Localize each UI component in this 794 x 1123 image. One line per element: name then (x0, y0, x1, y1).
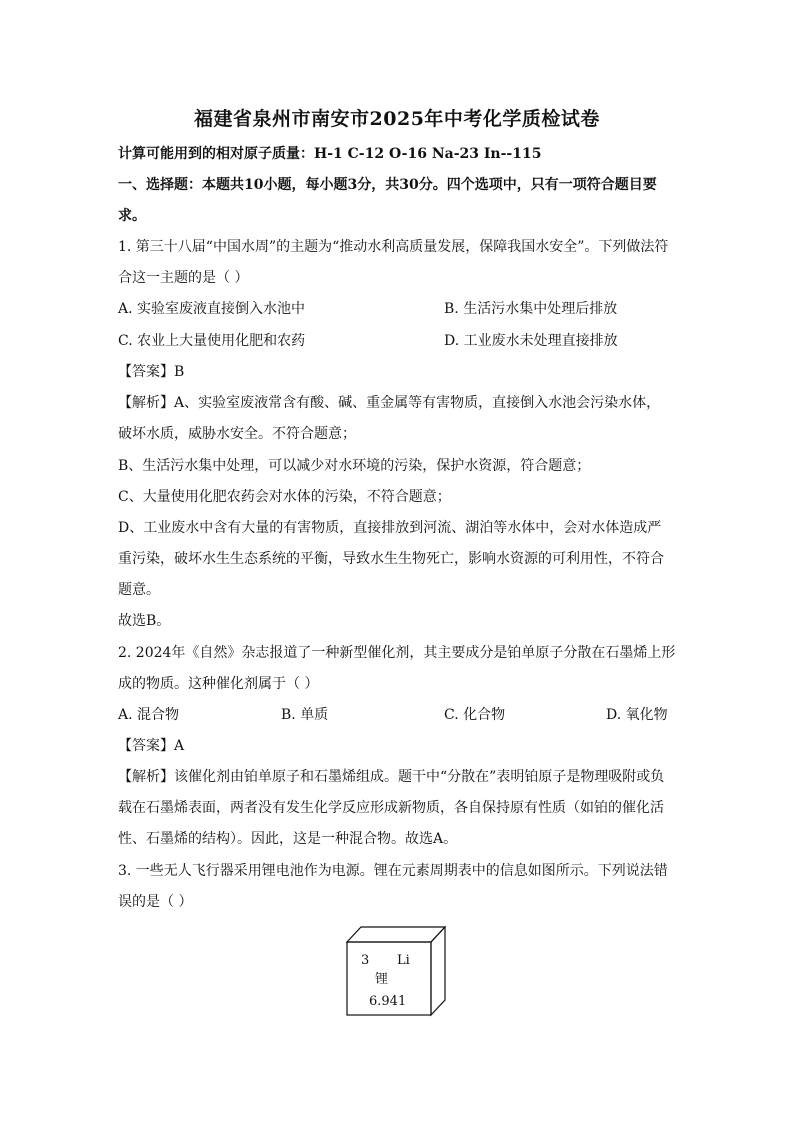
q3-stem-cont: 误的是（ ） (118, 894, 193, 910)
q2-analysis-line: 性、石墨烯的结构）。因此，这是一种混合物。故选A。 (118, 831, 458, 847)
q1-option-d: D. 工业废水未处理直接排放 (444, 333, 618, 349)
q2-option-c: C. 化合物 (444, 707, 506, 723)
q1-analysis-line: 重污染，破坏水生生态系统的平衡，导致水生生物死亡，影响水资源的可利用性，不符合 (118, 551, 664, 567)
atomic-mass: 6.941 (369, 994, 407, 1009)
section-heading-cont: 求。 (118, 208, 146, 224)
q1-stem-cont: 合这一主题的是（ ） (118, 270, 249, 286)
q1-analysis-line: D、工业废水中含有大量的有害物质，直接排放到河流、湖泊等水体中，会对水体造成严 (118, 520, 662, 536)
q3-stem: 3. 一些无人飞行器采用锂电池作为电源。锂在元素周期表中的信息如图所示。下列说法错 (118, 863, 668, 879)
q1-analysis-line: C、大量使用化肥农药会对水体的污染，不符合题意； (118, 489, 451, 505)
q1-answer: 【答案】B (118, 364, 185, 380)
atomic-mass-note: 计算可能用到的相对原子质量：H-1 C-12 O-16 Na-23 In--115 (118, 146, 542, 162)
q1-option-a: A. 实验室废液直接倒入水池中 (118, 301, 306, 317)
q2-analysis-line: 【解析】该催化剂由铂单原子和石墨烯组成。题干中“分散在”表明铂原子是物理吸附或负 (118, 769, 665, 785)
q1-option-c: C. 农业上大量使用化肥和农药 (118, 333, 306, 349)
q2-answer: 【答案】A (118, 738, 185, 754)
element-symbol: Li (397, 953, 410, 968)
q2-option-b: B. 单质 (281, 707, 329, 723)
element-cell-figure (346, 926, 446, 1018)
q2-stem: 2. 2024年《自然》杂志报道了一种新型催化剂，其主要成分是铂单原子分散在石墨烯上形 (118, 645, 676, 661)
q1-analysis-line: B、生活污水集中处理，可以减少对水环境的污染，保护水资源，符合题意； (118, 458, 591, 474)
q1-stem: 1. 第三十八届“中国水周”的主题为“推动水利高质量发展，保障我国水安全”。下列做法符 (118, 239, 669, 255)
q1-option-b: B. 生活污水集中处理后排放 (444, 301, 618, 317)
element-name: 锂 (375, 972, 389, 987)
atomic-number: 3 (361, 953, 370, 968)
page-title: 福建省泉州市南安市2025年中考化学质检试卷 (194, 108, 600, 130)
q1-analysis-line: 破坏水质，威胁水安全。不符合题意； (118, 426, 356, 442)
q2-analysis-line: 载在石墨烯表面，两者没有发生化学反应形成新物质，各自保持原有性质（如铂的催化活 (118, 800, 664, 816)
q2-stem-cont: 成的物质。这种催化剂属于（ ） (118, 676, 319, 692)
q2-option-d: D. 氧化物 (606, 707, 668, 723)
q1-analysis-line: 故选B。 (118, 613, 171, 629)
q1-analysis-line: 题意。 (118, 582, 160, 598)
section-heading: 一、选择题：本题共10小题，每小题3分，共30分。四个选项中，只有一项符合题目要 (118, 177, 657, 193)
q2-option-a: A. 混合物 (118, 707, 180, 723)
q1-analysis-line: 【解析】A、实验室废液常含有酸、碱、重金属等有害物质，直接倒入水池会污染水体， (118, 395, 661, 411)
